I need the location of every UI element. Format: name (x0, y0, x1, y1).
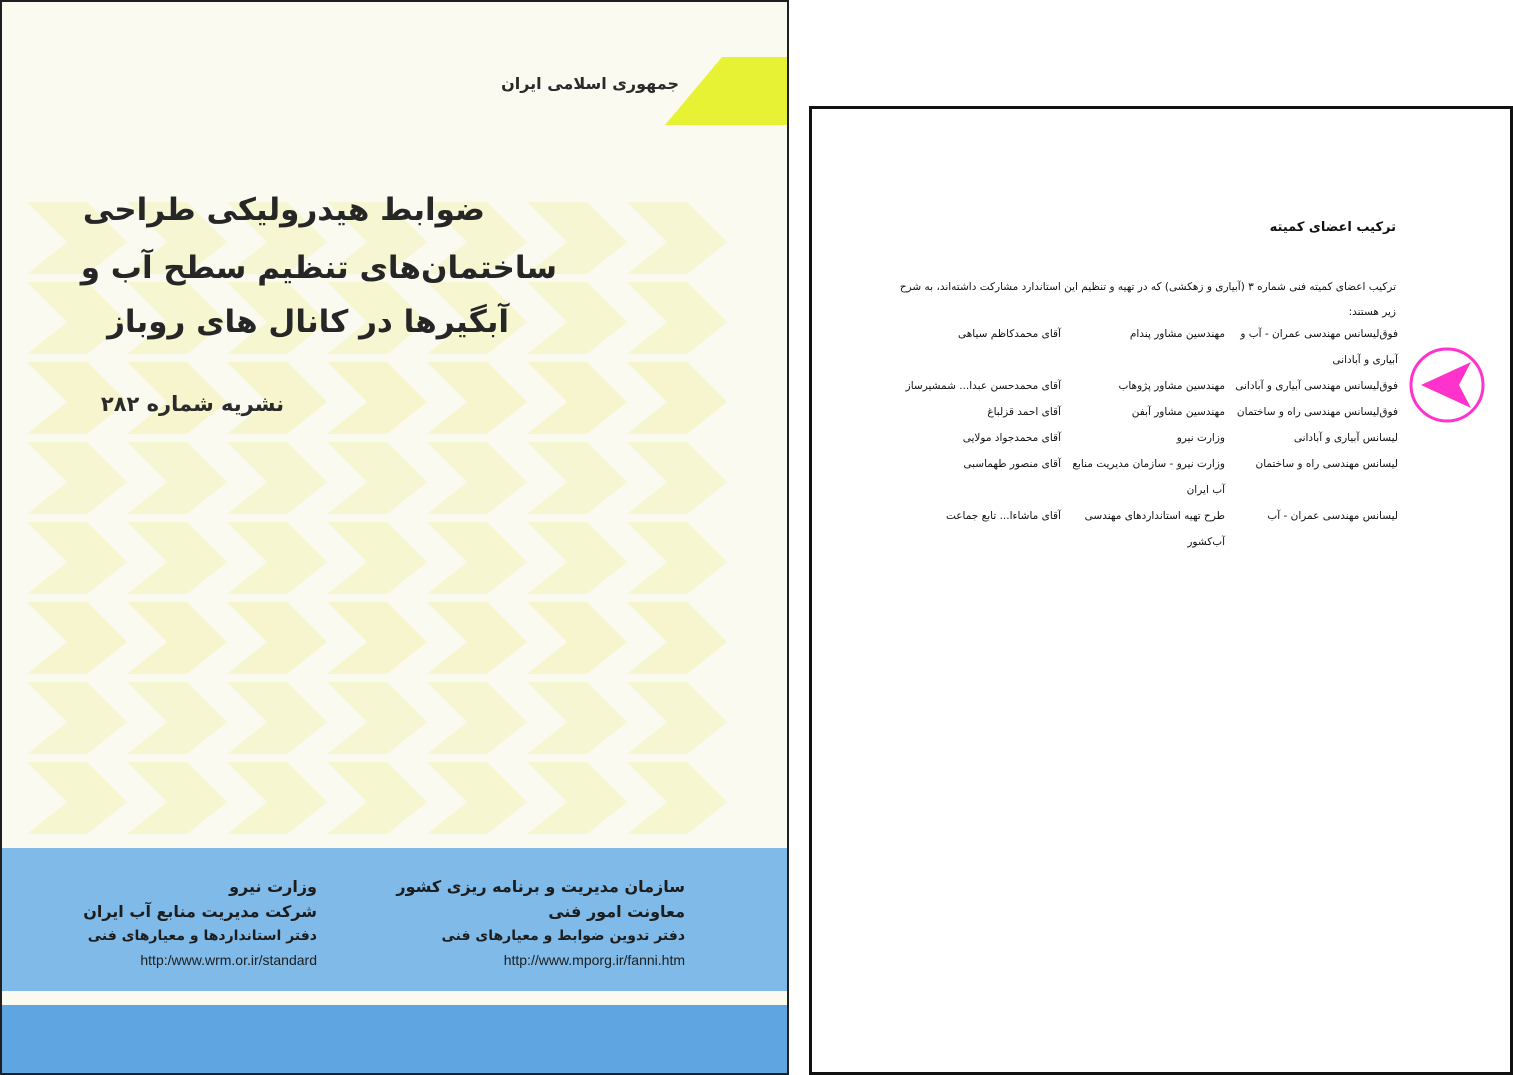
chevron-shape (427, 682, 527, 754)
arrow-left-circle-icon[interactable] (1407, 346, 1487, 424)
chevron-shape (527, 362, 627, 434)
company-name: شرکت مدیریت منابع آب ایران (83, 902, 317, 921)
member-name: آقای ماشاءا... تابع جماعت (945, 510, 1061, 522)
cover-title-line-1: ضوابط هیدرولیکی طراحی (82, 192, 485, 228)
publisher-office: دفتر تدوین ضوابط و معیارهای فنی (441, 928, 685, 944)
chevron-shape (227, 762, 327, 834)
chevron-shape (27, 442, 127, 514)
chevron-shape (427, 522, 527, 594)
chevron-shape (227, 602, 327, 674)
chevron-shape (527, 762, 627, 834)
chevron-shape (27, 522, 127, 594)
chevron-shape (227, 522, 327, 594)
chevron-shape (527, 522, 627, 594)
chevron-shape (127, 602, 227, 674)
member-org: مهندسین مشاور پندام (1129, 328, 1225, 340)
cover-title-line-3: آبگیرها در کانال های روباز (107, 304, 509, 340)
chevron-shape (427, 602, 527, 674)
chevron-shape (627, 682, 727, 754)
member-name: آقای محمدجواد مولایی (962, 432, 1061, 444)
chevron-shape (127, 442, 227, 514)
chevron-shape (527, 282, 627, 354)
chevron-shape (627, 282, 727, 354)
member-degree: فوق‌لیسانس مهندسی آبیاری و آبادانی (1235, 380, 1398, 392)
chevron-shape (527, 682, 627, 754)
table-row (892, 425, 1402, 451)
member-name: آقای احمد قزلباغ (987, 406, 1061, 418)
chevron-shape (627, 362, 727, 434)
committee-members-table (892, 321, 1402, 555)
publisher-org: سازمان مدیریت و برنامه ریزی کشور (396, 877, 685, 896)
member-org: طرح تهیه استانداردهای مهندسی آب‌کشور (1084, 510, 1225, 548)
document-page (809, 106, 1513, 1075)
member-name: آقای منصور طهماسبی (963, 458, 1061, 470)
cover-title-line-2: ساختمان‌های تنظیم سطح آب و (80, 250, 557, 286)
chevron-shape (27, 602, 127, 674)
chevron-shape (327, 762, 427, 834)
chevron-shape (127, 762, 227, 834)
member-org: مهندسین مشاور پژوهاب (1118, 380, 1225, 392)
chevron-shape (627, 522, 727, 594)
member-name: آقای محمدکاظم سیاهی (957, 328, 1061, 340)
table-row (892, 503, 1402, 555)
chevron-shape (327, 362, 427, 434)
chevron-shape (427, 442, 527, 514)
chevron-shape (127, 522, 227, 594)
chevron-shape (527, 602, 627, 674)
chevron-shape (327, 682, 427, 754)
chevron-shape (627, 202, 727, 274)
chevron-shape (327, 522, 427, 594)
member-org: وزارت نیرو - سازمان مدیریت منابع آب ایران (1072, 458, 1225, 496)
table-row (892, 321, 1402, 373)
publication-number: نشریه شماره ۲۸۲ (100, 392, 284, 416)
chevron-shape (227, 442, 327, 514)
ministry-url[interactable]: http:/www.wrm.or.ir/standard (140, 952, 317, 968)
table-row (892, 373, 1402, 399)
chevron-shape (627, 442, 727, 514)
chevron-shape (327, 602, 427, 674)
member-degree: لیسانس آبیاری و آبادانی (1293, 432, 1398, 444)
member-degree: فوق‌لیسانس مهندسی عمران - آب و آبیاری و آبادانی (1240, 328, 1398, 366)
member-degree: لیسانس مهندسی عمران - آب (1267, 510, 1398, 522)
table-row (892, 399, 1402, 425)
chevron-shape (27, 762, 127, 834)
member-name: آقای محمدحسن عبدا... شمشیرساز (905, 380, 1061, 392)
standards-office: دفتر استانداردها و معیارهای فنی (87, 928, 317, 944)
chevron-shape (627, 762, 727, 834)
publisher-dept: معاونت امور فنی (548, 902, 685, 921)
publisher-block-left (83, 874, 317, 971)
page-heading: ترکیب اعضای کمیته (1269, 220, 1396, 235)
chevron-shape (627, 602, 727, 674)
ministry-name: وزارت نیرو (229, 877, 317, 896)
chevron-shape (127, 682, 227, 754)
chevron-shape (27, 682, 127, 754)
member-degree: فوق‌لیسانس مهندسی راه و ساختمان (1236, 406, 1398, 418)
intro-paragraph: ترکیب اعضای کمیته فنی شماره ۳ (آبیاری و زهکشی) که در تهیه و تنظیم این استاندارد مشارکت داشته‌اند، به شرح زیر هستند: (899, 281, 1396, 318)
country-label: جمهوری اسلامی ایران (501, 74, 679, 93)
bottom-band (2, 1005, 789, 1075)
chevron-shape (427, 762, 527, 834)
member-org: مهندسین مشاور آبفن (1131, 406, 1225, 418)
publisher-block-right (396, 874, 685, 971)
chevron-shape (527, 442, 627, 514)
chevron-shape (327, 442, 427, 514)
publisher-url[interactable]: http://www.mporg.ir/fanni.htm (503, 952, 685, 968)
table-row (892, 451, 1402, 503)
chevron-shape (427, 362, 527, 434)
chevron-shape (227, 682, 327, 754)
member-degree: لیسانس مهندسی راه و ساختمان (1255, 458, 1398, 470)
accent-triangle (2, 2, 789, 132)
member-org: وزارت نیرو (1176, 432, 1225, 444)
